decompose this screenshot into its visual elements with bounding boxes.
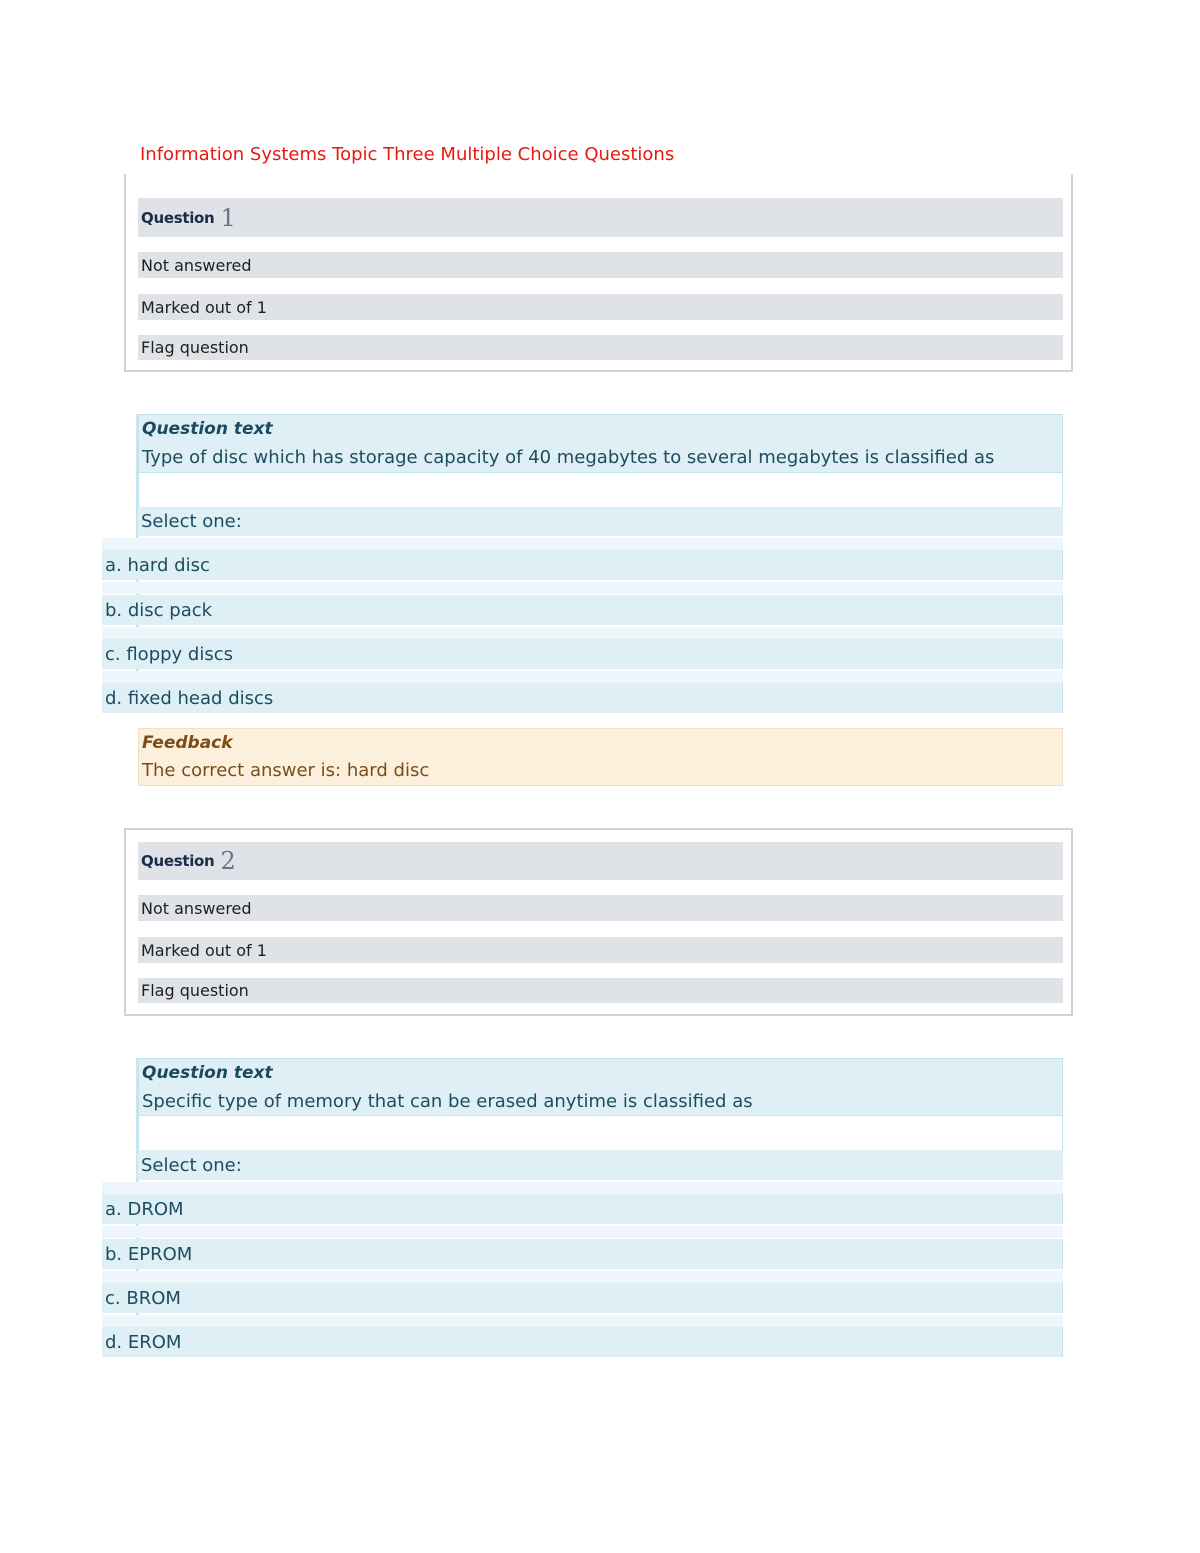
option-label[interactable]: c. BROM — [105, 1287, 181, 1309]
marks-text: Marked out of 1 — [141, 940, 267, 960]
option-gap — [102, 1315, 1063, 1327]
option-label[interactable]: a. hard disc — [105, 554, 210, 576]
question-1-option-b[interactable] — [102, 595, 1063, 625]
option-gap — [102, 538, 1063, 550]
option-label[interactable]: b. EPROM — [105, 1243, 193, 1265]
question-2-header — [138, 842, 1063, 880]
question-1-marks — [138, 294, 1063, 320]
question-2-select-one — [138, 1150, 1063, 1180]
marks-text: Marked out of 1 — [141, 297, 267, 317]
question-1-select-one — [138, 507, 1063, 536]
question-2-option-c[interactable] — [102, 1283, 1063, 1313]
question-2-option-b[interactable] — [102, 1239, 1063, 1269]
feedback-text: The correct answer is: hard disc — [142, 760, 430, 781]
question-2-marks — [138, 937, 1063, 963]
option-gap — [102, 582, 1063, 594]
flag-question-label[interactable]: Flag question — [141, 981, 249, 1000]
option-label[interactable]: a. DROM — [105, 1198, 184, 1220]
question-text: Specific type of memory that can be erased anytime is classified as — [142, 1091, 753, 1112]
question-2-option-d[interactable] — [102, 1327, 1063, 1357]
question-2-option-a[interactable] — [102, 1194, 1063, 1224]
option-label[interactable]: c. floppy discs — [105, 643, 233, 665]
question-number: 1 — [220, 203, 236, 232]
question-1-header — [138, 198, 1063, 237]
option-gap — [102, 1271, 1063, 1283]
question-1-spacer — [138, 473, 1063, 507]
question-2-status — [138, 895, 1063, 921]
option-label[interactable]: d. EROM — [105, 1331, 182, 1353]
question-1-feedback — [138, 728, 1063, 786]
question-text: Type of disc which has storage capacity of 40 megabytes to several megabytes is classified as — [142, 447, 995, 468]
question-2-text-block — [138, 1058, 1063, 1116]
select-one-label: Select one: — [141, 1154, 242, 1176]
question-1-text-block — [138, 414, 1063, 473]
question-number: 2 — [220, 847, 236, 875]
feedback-label: Feedback — [142, 733, 233, 753]
option-label[interactable]: d. fixed head discs — [105, 687, 274, 709]
question-1-option-c[interactable] — [102, 639, 1063, 669]
question-1-option-a[interactable] — [102, 550, 1063, 580]
option-gap — [102, 671, 1063, 683]
question-1-option-d[interactable] — [102, 683, 1063, 713]
status-text: Not answered — [141, 898, 252, 918]
question-2-flag-button[interactable] — [138, 978, 1063, 1003]
select-one-label: Select one: — [141, 511, 242, 532]
question-text-label: Question text — [142, 419, 273, 439]
question-1-status — [138, 252, 1063, 278]
option-gap — [102, 1182, 1063, 1194]
question-label: Question — [141, 208, 215, 227]
option-gap — [102, 1226, 1063, 1238]
question-text-label: Question text — [142, 1063, 273, 1083]
question-label: Question — [141, 852, 215, 870]
option-gap — [102, 627, 1063, 639]
option-label[interactable]: b. disc pack — [105, 599, 213, 621]
question-2-spacer — [138, 1116, 1063, 1150]
flag-question-label[interactable]: Flag question — [141, 338, 249, 357]
question-1-flag-button[interactable] — [138, 335, 1063, 360]
status-text: Not answered — [141, 255, 252, 275]
document-title: Information Systems Topic Three Multiple Choice Questions — [140, 144, 675, 165]
